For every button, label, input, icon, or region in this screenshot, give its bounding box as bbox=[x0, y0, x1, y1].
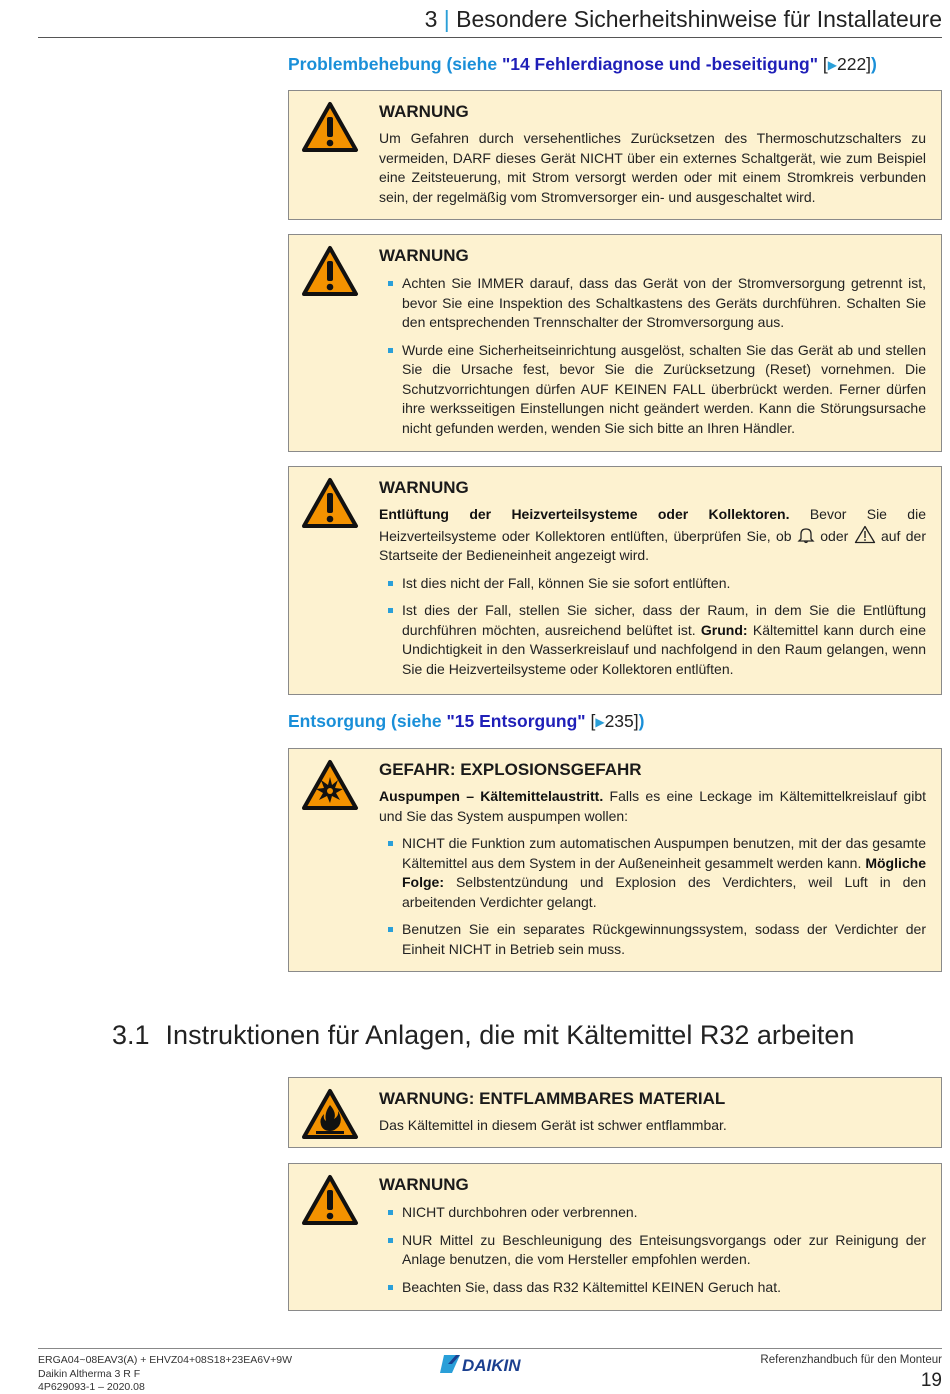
page-arrow-icon: ▶ bbox=[827, 58, 837, 72]
reference-link-disposal[interactable]: "15 Entsorgung" bbox=[446, 711, 586, 731]
flammable-icon bbox=[301, 1088, 359, 1140]
explosion-hazard-icon bbox=[301, 759, 359, 811]
bold-lead: Entlüftung der Heizverteilsysteme oder Kollektoren. bbox=[379, 506, 790, 522]
item-bold: Mögliche Folge: bbox=[402, 854, 926, 890]
reference-bracket: [ bbox=[585, 711, 596, 731]
footer-product: Daikin Altherma 3 R F bbox=[38, 1367, 141, 1380]
section-title: Instruktionen für Anlagen, die mit Kältemittel R32 arbeiten bbox=[165, 1020, 855, 1050]
reference-link-troubleshooting[interactable]: "14 Fehlerdiagnose und -beseitigung" bbox=[501, 54, 819, 74]
box-title: WARNUNG bbox=[379, 478, 469, 497]
item-text: Ist dies der Fall, stellen Sie sicher, dass der Raum, in dem Sie die Entlüftung durchführen möchten, ausreichend belüftet ist. bbox=[402, 602, 926, 638]
reference-close: ) bbox=[871, 54, 877, 74]
list-item: Beachten Sie, dass das R32 Kältemittel KEINEN Geruch hat. bbox=[379, 1278, 926, 1298]
list-item: Wurde eine Sicherheitseinrichtung ausgelöst, schalten Sie das Gerät ab und stellen Sie die Ursache fest, bevor Sie die Zurücksetzung (Reset) vornehmen. Die Schutzvorrichtungen dürfen AUF KEINEN FALL überbrückt werden. Ferner dürfen ihre werksseitigen Einstellungen nicht geändert werden. Kann die Störungsursache nicht gefunden werden, wenden Sie sich bitte an Ihren Händler. bbox=[379, 341, 926, 439]
header-divider bbox=[38, 37, 942, 38]
footer-manual-title: Referenzhandbuch für den Monteur bbox=[760, 1354, 942, 1366]
box-text: Um Gefahren durch versehentliches Zurücksetzen des Thermoschutzschalters zu vermeiden, DARF dieses Gerät NICHT über ein externes Schaltgerät, wie zum Beispiel eine Zeitsteuerung, mit Strom versorgt werden oder mit einem Stromkreis verbunden sein, der regelmäßig vom Stromversorger ein- und ausgeschaltet wird. bbox=[379, 130, 926, 205]
reference-page[interactable]: 235] bbox=[604, 711, 639, 731]
bold-lead: Auspumpen – Kältemittelaustritt. bbox=[379, 788, 604, 804]
item-text: Kältemittel kann durch eine Undichtigkeit in den Wasserkreislauf und nachfolgend in den Raum gelangen, wenn Sie die Heizverteilsysteme oder Kollektoren entlüften. bbox=[402, 621, 927, 677]
warning-box-r32 bbox=[288, 1163, 942, 1311]
box-list bbox=[379, 274, 926, 438]
reference-label: Problembehebung (siehe bbox=[288, 54, 502, 74]
box-title: GEFAHR: EXPLOSIONSGEFAHR bbox=[379, 760, 642, 779]
lead-text: auf der Startseite der Bedieneinheit angezeigt wird. bbox=[379, 527, 926, 563]
box-text: Das Kältemittel in diesem Gerät ist schwer entflammbar. bbox=[379, 1117, 727, 1133]
list-item: Benutzen Sie ein separates Rückgewinnungssystem, sodass der Verdichter der Einheit NICHT in Betrieb sein muss. bbox=[379, 920, 926, 959]
warning-box-venting bbox=[288, 466, 942, 695]
box-list bbox=[379, 1203, 926, 1297]
lead-text: Falls es eine Leckage im Kältemittelkreislauf gibt und Sie das System auspumpen wollen: bbox=[379, 788, 926, 824]
danger-box-explosion bbox=[288, 748, 942, 972]
list-item: Ist dies nicht der Fall, können Sie sie sofort entlüften. bbox=[379, 574, 926, 594]
list-item bbox=[379, 601, 926, 679]
warning-triangle-icon bbox=[301, 477, 359, 529]
footer-model: ERGA04~08EAV3(A) + EHVZ04+08S18+23EA6V+9W bbox=[38, 1354, 292, 1366]
daikin-logo bbox=[440, 1353, 544, 1375]
box-title: WARNUNG: ENTFLAMMBARES MATERIAL bbox=[379, 1089, 726, 1108]
box-title: WARNUNG bbox=[379, 246, 469, 265]
list-item: Achten Sie IMMER darauf, dass das Gerät von der Stromversorgung getrennt ist, bevor Sie eine Inspektion des Schaltkastens des Geräts durchführen. Schalten Sie den entsprechenden Trennschalter der Stromversorgung aus. bbox=[379, 274, 926, 333]
chapter-title: Besondere Sicherheitshinweise für Installateure bbox=[456, 6, 942, 32]
disposal-reference bbox=[288, 711, 644, 732]
warning-triangle-icon bbox=[301, 245, 359, 297]
page-header bbox=[425, 6, 942, 33]
bell-icon bbox=[797, 526, 815, 544]
reference-bracket: [ bbox=[818, 54, 828, 74]
footer-divider bbox=[38, 1348, 942, 1349]
section-number: 3.1 bbox=[112, 1020, 150, 1050]
list-item: NICHT durchbohren oder verbrennen. bbox=[379, 1203, 926, 1223]
warning-triangle-icon bbox=[301, 101, 359, 153]
header-separator: | bbox=[443, 6, 450, 32]
item-bold: Grund: bbox=[700, 621, 748, 638]
item-text: NICHT die Funktion zum automatischen Auspumpen benutzen, mit der das gesamte Kältemittel aus dem System in der Außeneinheit gesammelt werden kann. bbox=[402, 835, 926, 871]
section-heading bbox=[112, 1020, 854, 1051]
box-title: WARNUNG bbox=[379, 1175, 469, 1194]
chapter-number: 3 bbox=[424, 6, 438, 32]
troubleshooting-reference bbox=[288, 54, 877, 75]
lead-text: Bevor Sie die Heizverteilsysteme oder Kollektoren entlüften, überprüfen Sie, ob bbox=[379, 506, 926, 544]
logo-text: DAIKIN bbox=[462, 1356, 521, 1375]
reference-page[interactable]: 222] bbox=[836, 54, 872, 74]
list-item: NUR Mittel zu Beschleunigung des Enteisungsvorgangs oder zur Reinigung der Anlage benutzen, die vom Hersteller empfohlen werden. bbox=[379, 1231, 926, 1270]
list-item bbox=[379, 834, 926, 912]
warning-box-thermal-protection bbox=[288, 90, 942, 220]
warning-box-power-disconnect bbox=[288, 234, 942, 452]
lead-text: oder bbox=[814, 527, 854, 544]
reference-label: Entsorgung (siehe bbox=[288, 711, 447, 731]
box-text bbox=[379, 505, 926, 566]
reference-close: ) bbox=[638, 711, 645, 731]
item-text: Selbstentzündung und Explosion des Verdichters, weil Luft in den arbeitenden Verdichter gelangt. bbox=[402, 874, 926, 910]
page-arrow-icon: ▶ bbox=[595, 715, 605, 729]
warning-box-flammable bbox=[288, 1077, 942, 1148]
box-list bbox=[379, 574, 926, 680]
box-text bbox=[379, 787, 926, 826]
box-title: WARNUNG bbox=[379, 102, 469, 121]
box-list bbox=[379, 834, 926, 959]
page-number: 19 bbox=[920, 1370, 942, 1391]
warning-outline-icon bbox=[854, 525, 876, 544]
warning-triangle-icon bbox=[301, 1174, 359, 1226]
footer-info bbox=[38, 1354, 292, 1394]
footer-doc: 4P629093-1 – 2020.08 bbox=[38, 1381, 145, 1393]
